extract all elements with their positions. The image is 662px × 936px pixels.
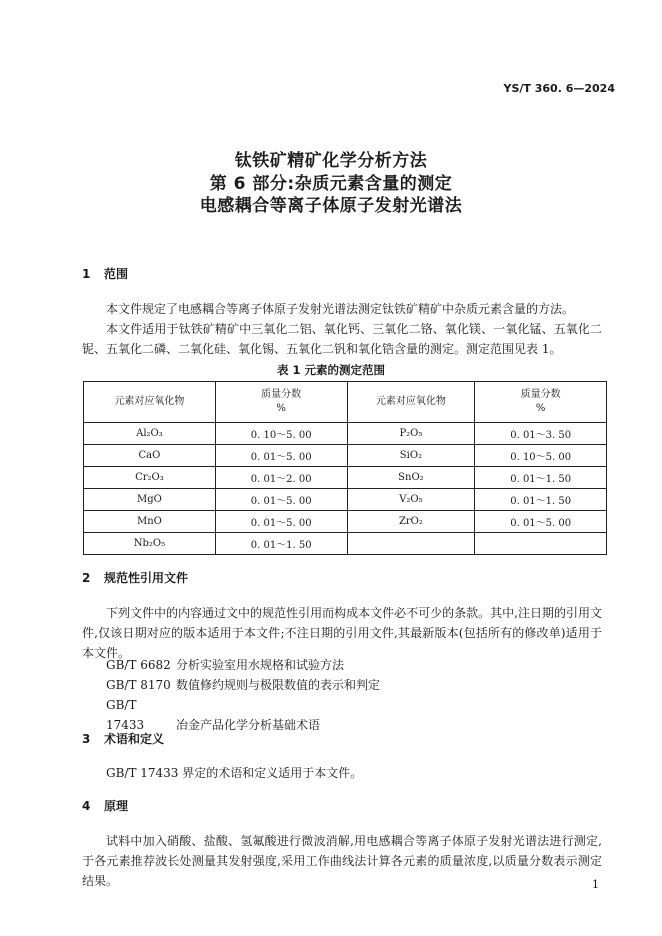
oxide-cell: SiO₂ xyxy=(347,445,475,467)
header-unit: % xyxy=(276,403,286,414)
section-title: 规范性引用文件 xyxy=(104,571,189,585)
section-2-body xyxy=(82,603,602,663)
section-4-body xyxy=(82,831,602,891)
paragraph: 下列文件中的内容通过文中的规范性引用而构成本文件必不可少的条款。其中,注日期的引用文件,仅该日期对应的版本适用于本文件;不注日期的引用文件,其最新版本(包括所有的修改单)适用于本文件。 xyxy=(82,606,602,660)
reference-code: GB/T 8170 xyxy=(106,678,171,692)
range-cell: 0. 01～5. 00 xyxy=(215,489,347,511)
header-label: 质量分数 xyxy=(261,389,302,400)
section-3-body xyxy=(82,763,602,783)
page-number: 1 xyxy=(592,878,599,891)
paragraph: 本文件适用于钛铁矿精矿中三氧化二铝、氧化钙、三氧化二铬、氧化镁、一氧化锰、五氧化二铌、五氧化二磷、二氧化硅、氧化锡、五氧化二钒和氧化锆含量的测定。测定范围见表 1。 xyxy=(82,322,602,356)
oxide-cell: MgO xyxy=(84,489,216,511)
section-3-heading xyxy=(82,730,164,747)
range-cell: 0. 01～3. 50 xyxy=(475,423,607,445)
oxide-cell: V₂O₅ xyxy=(347,489,475,511)
table-row xyxy=(84,467,607,489)
document-title-line2: 第 6 部分:杂质元素含量的测定 xyxy=(209,174,453,194)
section-number: 2 xyxy=(82,571,91,585)
paragraph: 本文件规定了电感耦合等离子体原子发射光谱法测定钛铁矿精矿中杂质元素含量的方法。 xyxy=(106,302,575,316)
empty-cell xyxy=(475,533,607,555)
oxide-cell: Al₂O₃ xyxy=(84,423,216,445)
header-oxide: 元素对应氧化物 xyxy=(84,382,216,423)
document-title-line1: 钛铁矿精矿化学分析方法 xyxy=(234,151,428,171)
section-number: 3 xyxy=(82,732,91,746)
empty-cell xyxy=(347,533,475,555)
section-2-heading xyxy=(82,569,188,586)
oxide-cell: Nb₂O₅ xyxy=(84,533,216,555)
paragraph: 试料中加入硝酸、盐酸、氢氟酸进行微波消解,用电感耦合等离子体原子发射光谱法进行测定,于各元素推荐波长处测量其发射强度,采用工作曲线法计算各元素的质量浓度,以质量分数表示测定结果。 xyxy=(82,834,602,888)
range-cell: 0. 10～5. 00 xyxy=(475,445,607,467)
oxide-cell: CaO xyxy=(84,445,216,467)
table-row xyxy=(84,489,607,511)
section-title: 术语和定义 xyxy=(104,732,165,746)
document-title-line3: 电感耦合等离子体原子发射光谱法 xyxy=(199,196,463,216)
section-4-heading xyxy=(82,797,128,814)
header-mass-fraction xyxy=(475,382,607,423)
reference-title: 数值修约规则与极限数值的表示和判定 xyxy=(176,678,381,692)
table-caption: 表 1 元素的测定范围 xyxy=(276,363,385,377)
oxide-cell: Cr₂O₃ xyxy=(84,467,216,489)
paragraph: GB/T 17433 界定的术语和定义适用于本文件。 xyxy=(106,766,363,780)
table-row xyxy=(84,511,607,533)
header-unit: % xyxy=(535,403,546,414)
range-cell: 0. 01～1. 50 xyxy=(215,533,347,555)
range-cell: 0. 10～5. 00 xyxy=(215,423,347,445)
range-cell: 0. 01～5. 00 xyxy=(215,511,347,533)
section-number: 1 xyxy=(82,267,91,281)
range-cell: 0. 01～1. 50 xyxy=(475,489,607,511)
reference-code: GB/T 17433 xyxy=(106,698,145,732)
section-1-heading xyxy=(82,265,128,282)
oxide-cell: MnO xyxy=(84,511,216,533)
header-label: 质量分数 xyxy=(520,389,561,400)
standard-code: YS/T 360. 6—2024 xyxy=(503,82,615,95)
range-cell: 0. 01～2. 00 xyxy=(215,467,347,489)
table-row xyxy=(84,533,607,555)
table-header-row xyxy=(84,382,607,423)
range-cell: 0. 01～1. 50 xyxy=(475,467,607,489)
header-mass-fraction xyxy=(215,382,347,423)
oxide-cell: P₂O₅ xyxy=(347,423,475,445)
section-number: 4 xyxy=(82,799,91,813)
reference-title: 冶金产品化学分析基础术语 xyxy=(176,718,321,732)
table-row xyxy=(84,423,607,445)
range-cell: 0. 01～5. 00 xyxy=(215,445,347,467)
oxide-cell: ZrO₂ xyxy=(347,511,475,533)
reference-title: 分析实验室用水规格和试验方法 xyxy=(176,658,345,672)
reference-code: GB/T 6682 xyxy=(106,658,171,672)
reference-item xyxy=(106,655,344,675)
reference-item xyxy=(106,695,320,735)
header-oxide: 元素对应氧化物 xyxy=(347,382,475,423)
element-range-table xyxy=(83,381,607,555)
range-cell: 0. 01～5. 00 xyxy=(475,511,607,533)
section-title: 范围 xyxy=(104,267,129,281)
section-1-body xyxy=(82,299,602,359)
section-title: 原理 xyxy=(104,799,129,813)
oxide-cell: SnO₂ xyxy=(347,467,475,489)
reference-item xyxy=(106,675,380,695)
table-row xyxy=(84,445,607,467)
